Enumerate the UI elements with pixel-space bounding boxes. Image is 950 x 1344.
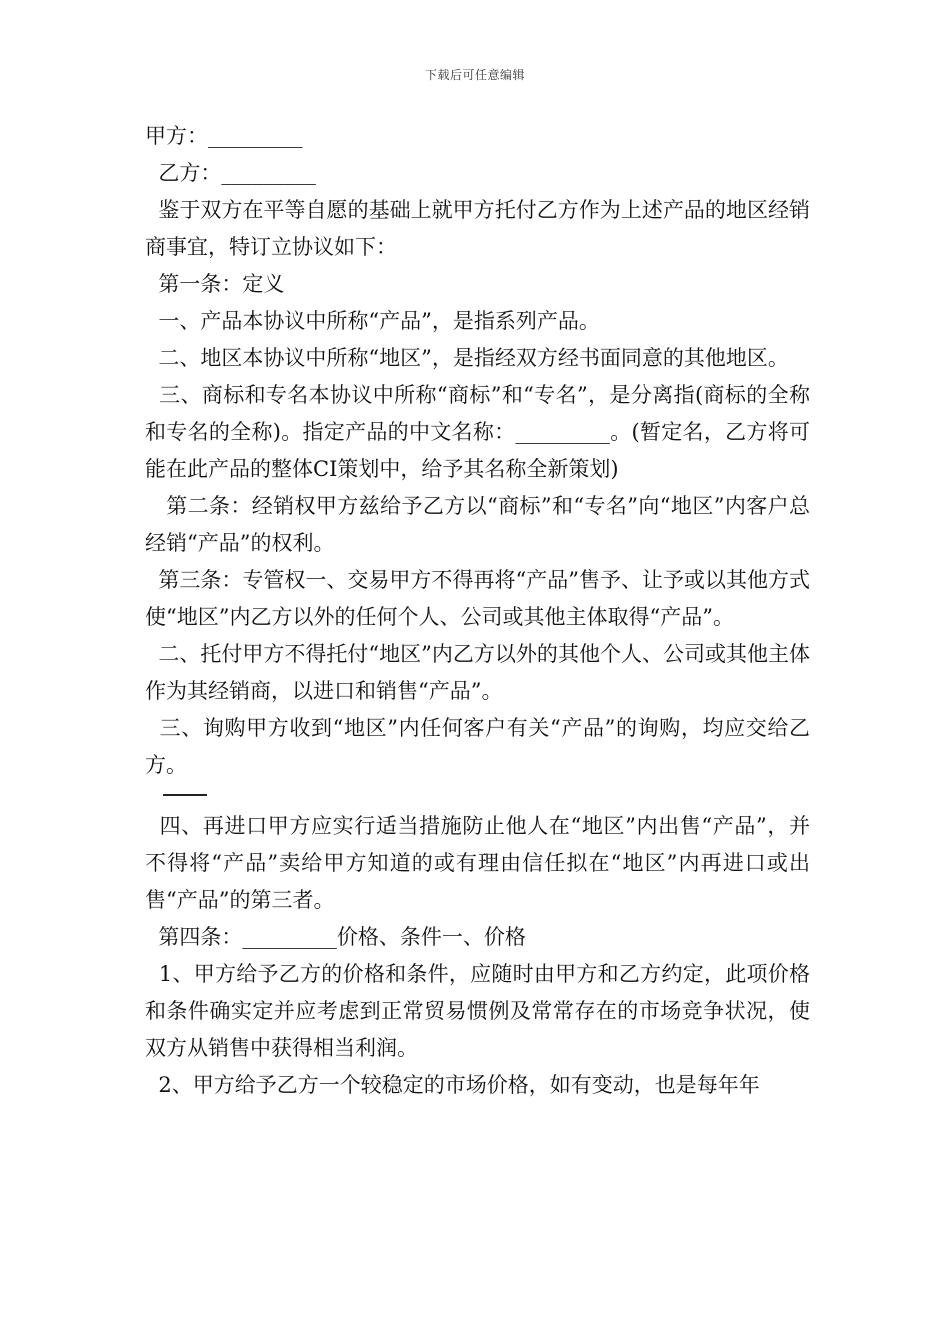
article-3-item-1: 第三条：专管权一、交易甲方不得再将“产品”售予、让予或以其他方式使“地区”内乙方以外的任何个人、公司或其他主体取得“产品”。	[145, 568, 810, 629]
preamble-paragraph: 鉴于双方在平等自愿的基础上就甲方托付乙方作为上述产品的地区经销商事宜，特订立协议如下：	[145, 198, 810, 259]
party-b-line: 乙方：_________	[145, 161, 316, 185]
article-1-heading: 第一条：定义	[145, 272, 285, 296]
article-1-item-2: 二、地区本协议中所称“地区”，是指经双方经书面同意的其他地区。	[145, 346, 789, 370]
document-body	[145, 118, 810, 1104]
party-a-line: 甲方：_________	[145, 124, 303, 148]
page-header: 下载后可任意编辑	[424, 68, 525, 82]
article-4-item-2: 2、甲方给予乙方一个较稳定的市场价格，如有变动，也是每年年	[145, 1073, 760, 1097]
article-2-paragraph: 第二条：经销权甲方兹给予乙方以“商标”和“专名”向“地区”内客户总经销“产品”的权利。	[145, 494, 810, 555]
article-1-item-1: 一、产品本协议中所称“产品”，是指系列产品。	[145, 309, 600, 333]
article-4-heading: 第四条：_________价格、条件一、价格	[145, 925, 526, 949]
separator-line	[163, 794, 207, 796]
article-3-item-4: 四、再进口甲方应实行适当措施防止他人在“地区”内出售“产品”，并不得将“产品”卖给甲方知道的或有理由信任拟在“地区”内再进口或出售“产品”的第三者。	[145, 814, 810, 912]
article-3-item-2: 二、托付甲方不得托付“地区”内乙方以外的其他个人、公司或其他主体作为其经销商，以进口和销售“产品”。	[145, 642, 810, 703]
article-4-item-1: 1、甲方给予乙方的价格和条件，应随时由甲方和乙方约定，此项价格和条件确实定并应考虑到正常贸易惯例及常常存在的市场竞争状况，使双方从销售中获得相当利润。	[145, 962, 810, 1060]
article-1-item-3: 三、商标和专名本协议中所称“商标”和“专名”，是分离指(商标的全称和专名的全称)。指定产品的中文名称：_________。(暂定名，乙方将可能在此产品的整体CI策划中，给予其名称全新策划)	[145, 383, 810, 481]
article-3-item-3: 三、询购甲方收到“地区”内任何客户有关“产品”的询购，均应交给乙方。	[145, 716, 810, 777]
